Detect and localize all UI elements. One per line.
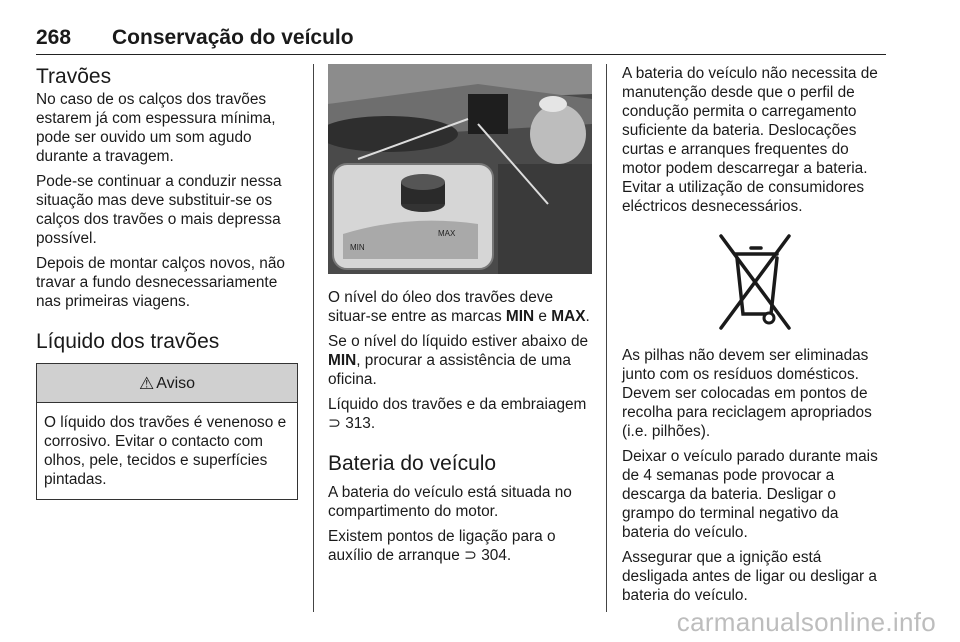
max-mark: MAX — [551, 308, 586, 325]
page-header — [36, 24, 886, 55]
paragraph: Deixar o veículo parado durante mais de 4 semanas pode provocar a descarga da bateria. Desligar o grampo do terminal negativo da bateria do veículo. — [622, 448, 878, 541]
warning-triangle-icon: ⚠ — [138, 373, 155, 393]
warning-header — [37, 364, 297, 403]
column-middle — [328, 64, 592, 571]
paragraph: Depois de montar calços novos, não travar a fundo desnecessariamente nas primeiras viagens. — [36, 255, 285, 310]
paragraph: O nível do óleo dos travões deve situar-se entre as marcas MIN e MAX. — [328, 289, 590, 325]
section-title: Conservação do veículo — [112, 26, 354, 49]
heading-battery: Bateria do veículo — [328, 452, 497, 475]
max-mark-label: MAX — [438, 229, 456, 238]
watermark: carmanualsonline.info — [676, 607, 936, 637]
min-mark-label: MIN — [350, 243, 365, 252]
column-divider-1 — [313, 64, 314, 612]
page-number: 268 — [36, 26, 72, 49]
page-reference-link[interactable]: 313. — [345, 415, 376, 432]
crossed-wheelie-bin-icon — [717, 232, 793, 332]
warning-text: O líquido dos travões é venenoso e corrosivo. Evitar o contacto com olhos, pele, tecidos e superfícies pintadas. — [44, 414, 287, 488]
column-right — [622, 64, 888, 611]
page-reference-arrow-icon: ⊃ — [464, 547, 477, 564]
heading-brake-fluid: Líquido dos travões — [36, 330, 220, 353]
brake-fluid-reservoir-photo — [328, 64, 592, 274]
page-reference-link[interactable]: 304. — [481, 547, 512, 564]
heading-brakes: Travões — [36, 65, 112, 88]
paragraph: No caso de os calços dos travões estarem já com espessura mínima, pode ser ouvido um som agudo durante a travagem. — [36, 91, 276, 165]
paragraph: A bateria do veículo não necessita de manutenção desde que o perfil de condução permita o carregamento suficiente da bateria. Deslocações curtas e arranques frequentes do motor podem descarregar a bateria. Evitar a utilização de consumidores eléctricos desnecessários. — [622, 65, 878, 215]
paragraph: Pode-se continuar a conduzir nessa situação mas deve substituir-se os calços dos travões o mais depressa possível. — [36, 173, 282, 247]
paragraph: Existem pontos de ligação para o auxílio de arranque ⊃ 304. — [328, 528, 556, 564]
min-mark: MIN — [505, 308, 535, 325]
paragraph: Líquido dos travões e da embraiagem ⊃ 313. — [328, 396, 587, 432]
paragraph: Assegurar que a ignição está desligada antes de ligar ou desligar a bateria do veículo. — [622, 549, 877, 604]
paragraph: Se o nível do líquido estiver abaixo de MIN, procurar a assistência de uma oficina. — [328, 333, 589, 388]
min-mark: MIN — [328, 352, 357, 369]
paragraph: As pilhas não devem ser eliminadas junto com os resíduos domésticos. Devem ser colocadas em pontos de recolha para reciclagem apropriados (i.e. pilhões). — [622, 347, 872, 440]
column-divider-2 — [606, 64, 607, 612]
warning-box — [36, 363, 298, 500]
paragraph: A bateria do veículo está situada no compartimento do motor. — [328, 484, 572, 520]
page-reference-arrow-icon: ⊃ — [328, 415, 341, 432]
column-left — [36, 64, 298, 500]
warning-label: Aviso — [156, 374, 196, 392]
